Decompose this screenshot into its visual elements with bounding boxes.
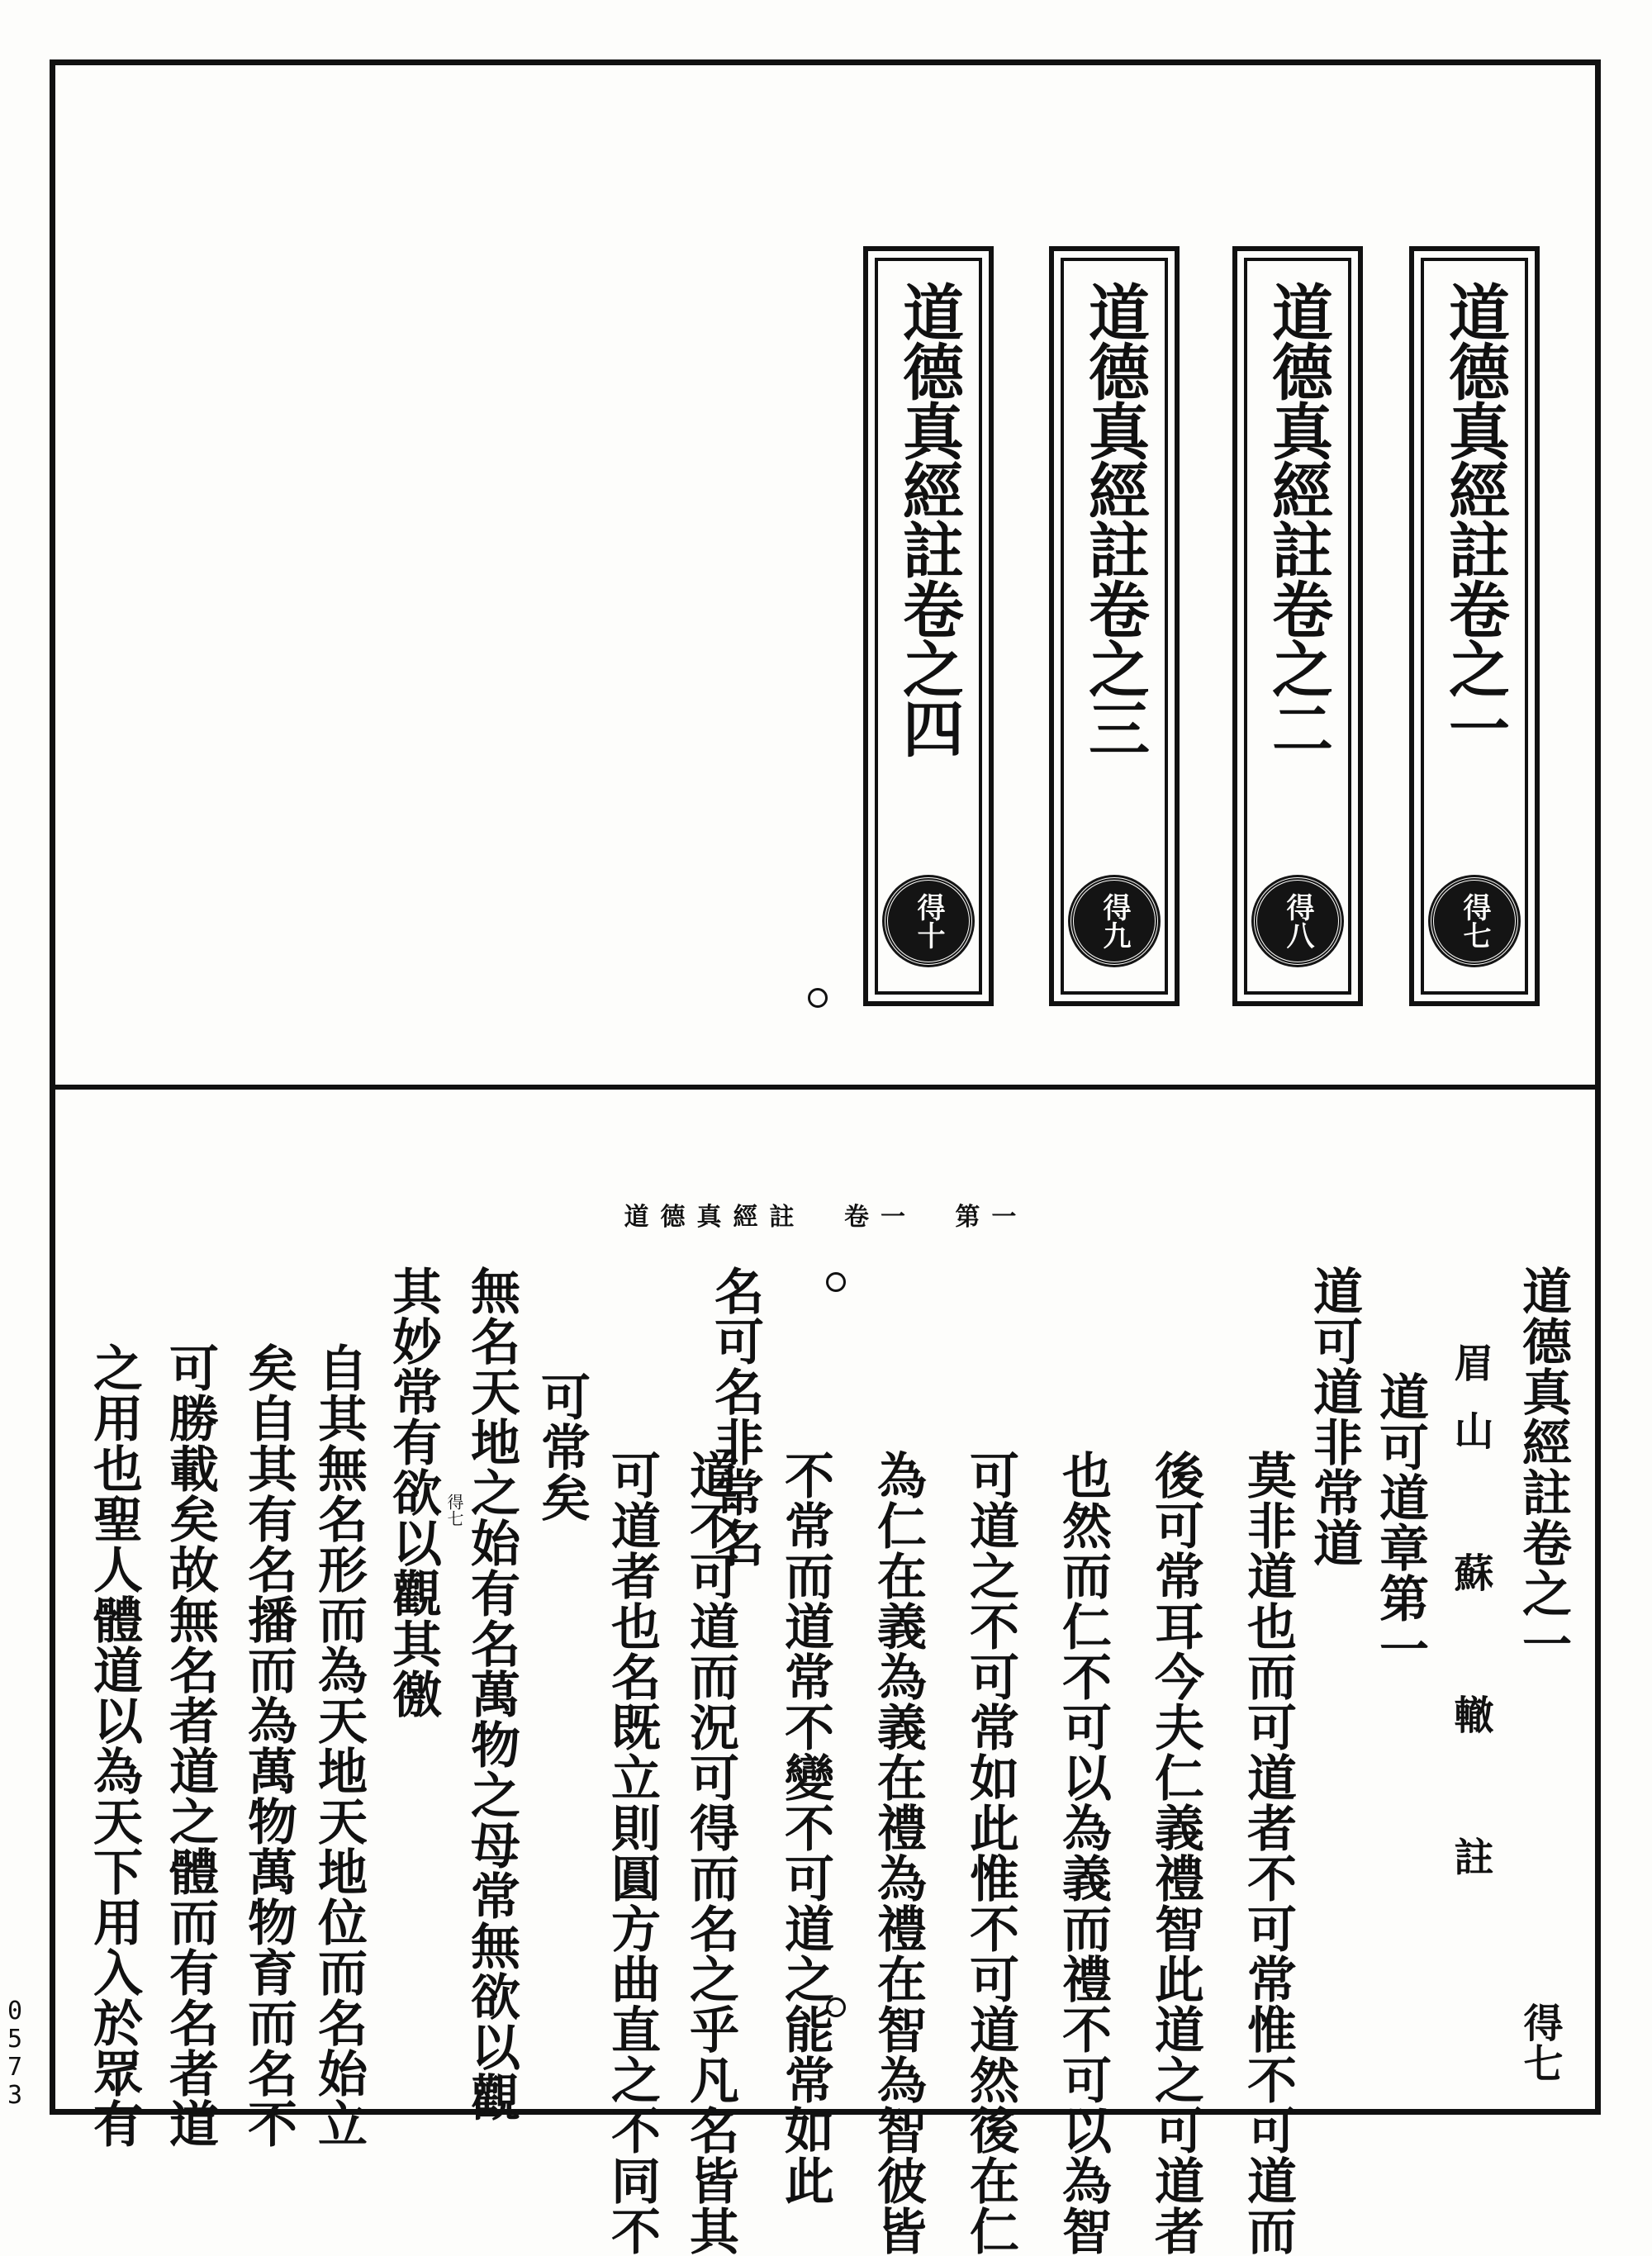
text-column-2: 眉山 蘇 轍 註: [1447, 1342, 1493, 1904]
circle-mark-icon: [826, 1272, 846, 1292]
small-note: 得七: [444, 1494, 464, 1527]
volume-title-2: 道德真經註卷之二: [1262, 281, 1333, 757]
text-column-17: 自其無名形而為天地天地位而名始立: [310, 1342, 368, 2149]
side-page-number: [5, 1997, 25, 2110]
seal-text-3: 得九: [1098, 893, 1131, 949]
page-digit: 3: [7, 2081, 23, 2110]
seal-text-2: 得八: [1281, 893, 1314, 949]
text-column-5: 莫非道也而可道者不可常惟不可道而: [1239, 1450, 1297, 2256]
text-column-16: 其妙常有欲以觀其徼: [384, 1266, 442, 1719]
text-column-18: 矣自其有名播而為萬物萬物育而名不: [240, 1342, 297, 2149]
circle-mark-icon: [808, 988, 828, 1008]
page-header: 道德真經註 卷一 第一: [624, 1203, 1028, 1232]
volume-label-1: [1409, 246, 1540, 1006]
page-digit: 5: [7, 2025, 23, 2054]
text-column-11: 名可名非常名: [706, 1266, 764, 1568]
seal-icon: [1431, 877, 1518, 965]
seal-icon: [885, 877, 972, 965]
text-column-8: 可道之不可常如此惟不可道然後在仁: [961, 1450, 1019, 2256]
volume-title-1: 道德真經註卷之一: [1439, 281, 1510, 757]
volume-label-3: [1049, 246, 1180, 1006]
page-digit: 7: [7, 2053, 23, 2082]
page-digit: 0: [7, 1997, 23, 2026]
text-column-7: 也然而仁不可以為義而禮不可以為智: [1054, 1450, 1112, 2256]
text-column-3: 道可道章第一: [1371, 1371, 1429, 1674]
text-column-13: 可道者也名既立則圓方曲直之不同不: [603, 1450, 661, 2256]
seal-icon: [1070, 877, 1158, 965]
circle-mark-icon: [826, 1997, 846, 2017]
text-column-10: 不常而道常不變不可道之能常如此: [776, 1450, 834, 2206]
text-column-19: 可勝載矣故無名者道之體而有名者道: [161, 1342, 219, 2149]
volume-title-4: 道德真經註卷之四: [893, 281, 964, 757]
text-column-9: 為仁在義為義在禮為禮在智為智彼皆: [869, 1450, 927, 2256]
text-column-1: 道德真經註卷之一: [1514, 1266, 1572, 1669]
text-column-14: 可常矣: [533, 1371, 591, 1522]
seal-text-4: 得十: [912, 893, 945, 949]
text-column-6: 後可常耳今夫仁義禮智此道之可道者: [1146, 1450, 1204, 2256]
text-column-20: 之用也聖人體道以為天下用入於眾有: [85, 1342, 143, 2149]
page-divider: [50, 1085, 1601, 1090]
seal-text-1: 得七: [1458, 893, 1491, 949]
seal-icon: [1254, 877, 1341, 965]
volume-label-2: [1232, 246, 1363, 1006]
text-column-4: 道可道非常道: [1305, 1266, 1363, 1568]
volume-label-4: [863, 246, 994, 1006]
margin-marker: 得七: [1517, 2002, 1563, 2083]
volume-title-3: 道德真經註卷之三: [1079, 281, 1150, 757]
text-column-15: 無名天地之始有名萬物之母常無欲以觀: [463, 1266, 520, 2122]
text-column-12: 道不可道而況可得而名之乎凡名皆其: [681, 1450, 739, 2256]
